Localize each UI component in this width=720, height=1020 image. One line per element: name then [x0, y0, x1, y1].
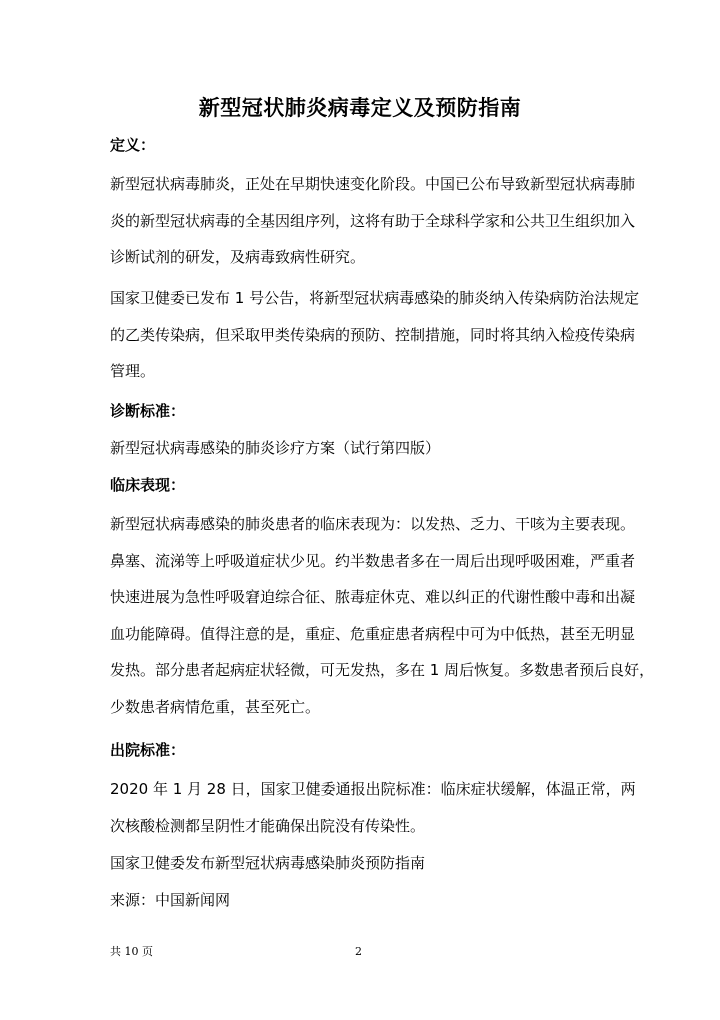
- footer-page-number: 2: [355, 945, 362, 958]
- heading-definition: 定义：: [110, 136, 156, 154]
- footer-total-pages: 共 10 页: [110, 945, 153, 958]
- paragraph-clinical: [110, 506, 655, 725]
- text-line: 炎的新型冠状病毒的全基因组序列，这将有助于全球科学家和公共卫生组织加入: [110, 211, 636, 230]
- diagnosis-text: 新型冠状病毒感染的肺炎诊疗方案（试行第四版）: [110, 439, 441, 457]
- text-line: 血功能障碍。值得注意的是，重症、危重症患者病程中可为中低热，甚至无明显: [110, 624, 636, 643]
- document-title: 新型冠状肺炎病毒定义及预防指南: [198, 96, 522, 120]
- text-line: 少数患者病情危重，甚至死亡。: [110, 697, 321, 716]
- paragraph-definition-2: [110, 280, 640, 390]
- text-line: 的乙类传染病，但采取甲类传染病的预防、控制措施，同时将其纳入检疫传染病: [110, 325, 636, 344]
- text-line: 国家卫健委已发布 1 号公告，将新型冠状病毒感染的肺炎纳入传染病防治法规定: [110, 289, 640, 307]
- heading-discharge: 出院标准：: [110, 741, 186, 759]
- text-line: 发热。部分患者起病症状轻微，可无发热，多在 1 周后恢复。多数患者预后良好，: [110, 661, 655, 679]
- heading-diagnosis: 诊断标准：: [110, 402, 186, 420]
- source-line: 来源：中国新闻网: [110, 891, 231, 909]
- text-line: 新型冠状病毒感染的肺炎患者的临床表现为：以发热、乏力、干咳为主要表现。: [110, 515, 636, 533]
- text-line: 新型冠状病毒肺炎，正处在早期快速变化阶段。中国已公布导致新型冠状病毒肺: [110, 175, 636, 193]
- paragraph-discharge: [110, 771, 636, 844]
- text-line: 次核酸检测都呈阴性才能确保出院没有传染性。: [110, 816, 426, 835]
- text-line: 快速进展为急性呼吸窘迫综合征、脓毒症休克、难以纠正的代谢性酸中毒和出凝: [110, 588, 636, 606]
- text-line: 管理。: [110, 362, 156, 380]
- text-line: 2020 年 1 月 28 日，国家卫健委通报出院标准：临床症状缓解，体温正常，两: [110, 780, 636, 798]
- heading-clinical: 临床表现：: [110, 476, 186, 494]
- paragraph-definition-1: [110, 166, 636, 276]
- text-line: 鼻塞、流涕等上呼吸道症状少见。约半数患者多在一周后出现呼吸困难，严重者: [110, 551, 636, 570]
- text-line: 诊断试剂的研发，及病毒致病性研究。: [110, 248, 366, 266]
- guide-title: 国家卫健委发布新型冠状病毒感染肺炎预防指南: [110, 854, 426, 872]
